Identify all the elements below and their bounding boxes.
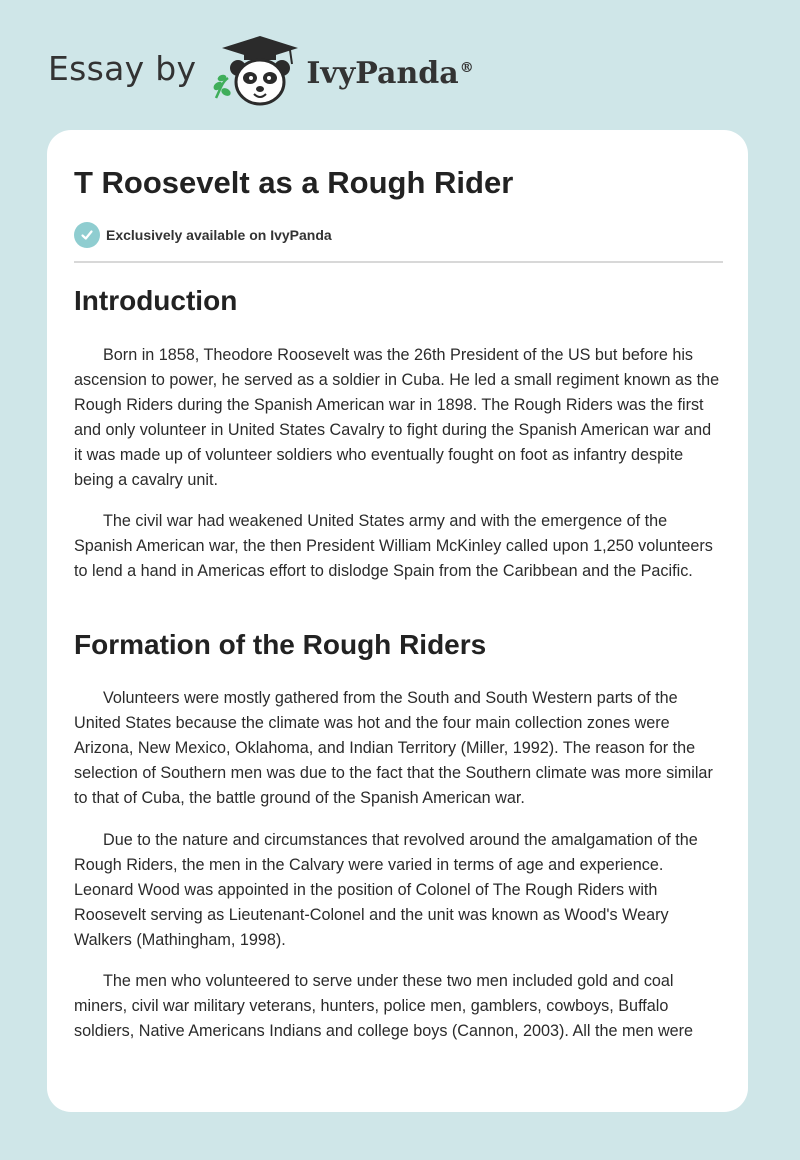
paragraph: The men who volunteered to serve under these two men included gold and coal miners, civil war military veterans, hunters, police men, gamblers, cowboys, Buffalo soldiers, Native Americans Indians and college boys (Cannon, 2003). All the men were bbox=[74, 972, 694, 1040]
paragraph: The civil war had weakened United States army and with the emergence of the Spanish American war, the then President William McKinley called upon 1,250 volunteers to lend a hand in Americas effort to dislodge Spain from the Caribbean and the Pacific. bbox=[74, 512, 713, 580]
page-title: T Roosevelt as a Rough Rider bbox=[74, 165, 514, 200]
badge-label: Exclusively available on IvyPanda bbox=[106, 227, 332, 243]
section-heading-introduction: Introduction bbox=[74, 285, 238, 316]
exclusive-badge bbox=[74, 222, 332, 248]
brand-header[interactable] bbox=[48, 34, 474, 110]
paragraph: Volunteers were mostly gathered from the South and South Western parts of the United States because the climate was hot and the four main collection zones were Arizona, New Mexico, Oklahoma, and Indian Territory (Miller, 1992). The reason for the selection of Southern men was due to the fact that the Southern climate was more similar to that of Cuba, the battle ground of the Spanish American war. bbox=[74, 689, 713, 807]
check-icon bbox=[74, 222, 100, 248]
registered-mark: ® bbox=[459, 59, 474, 76]
title-divider bbox=[74, 261, 723, 263]
paragraph: Born in 1858, Theodore Roosevelt was the 26th President of the US but before his ascension to power, he served as a soldier in Cuba. He led a small regiment known as the Rough Riders during the Spanish American war in 1898. The Rough Riders was the first and only volunteer in United States Cavalry to fight during the Spanish American war and it was made up of volunteer soldiers who eventually fought on foot as infantry despite being a cavalry unit. bbox=[74, 346, 720, 489]
essay-card bbox=[47, 130, 748, 1112]
ivypanda-logo-icon bbox=[210, 34, 302, 110]
section-heading-formation: Formation of the Rough Riders bbox=[74, 629, 487, 660]
essay-by-label: Essay by bbox=[48, 48, 197, 88]
brand-name-text: IvyPanda bbox=[306, 55, 459, 91]
brand-name bbox=[306, 56, 473, 91]
paragraph: Due to the nature and circumstances that revolved around the amalgamation of the Rough Riders, the men in the Calvary were varied in terms of age and experience. Leonard Wood was appointed in the position of Colonel of The Rough Riders with Roosevelt serving as Lieutenant-Colonel and the unit was known as Wood's Weary Walkers (Mathingham, 1998). bbox=[74, 831, 698, 949]
